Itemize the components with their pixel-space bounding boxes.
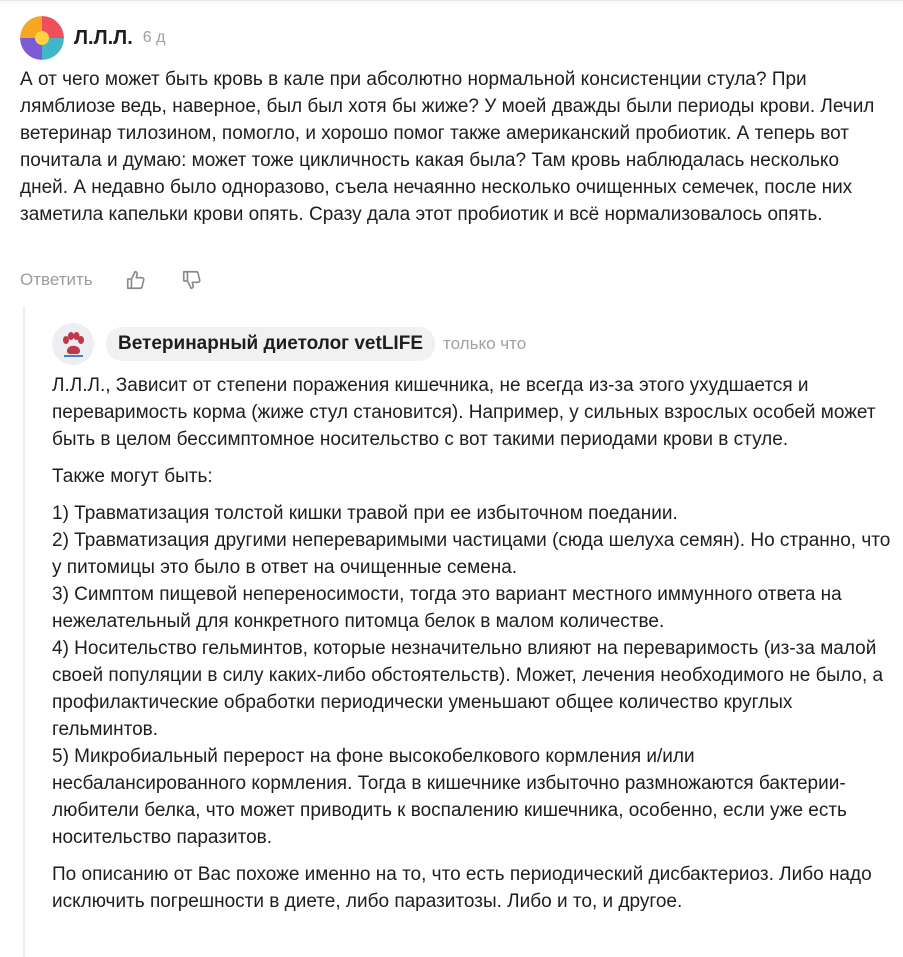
list-item: 3) Симптом пищевой непереносимости, тогда это вариант местного иммунного ответа на нежелательный для конкретного питомца белок в малом количестве.	[52, 584, 842, 632]
thumbs-down-icon[interactable]	[181, 269, 203, 291]
reply-button[interactable]: Ответить	[20, 270, 93, 289]
avatar[interactable]	[52, 323, 94, 365]
thread-line	[23, 306, 25, 957]
reply-time: только что	[443, 334, 527, 353]
reply-body	[52, 372, 892, 925]
reply-list	[52, 500, 892, 851]
paw-icon	[58, 329, 88, 359]
list-item: 5) Микробиальный перерост на фоне высокобелкового кормления и/или несбалансированного кормления. Тогда в кишечнике избыточно размножаются бактерии-любители белка, что может приводить к воспалению кишечника, особенно, если уже есть носительство паразитов.	[52, 746, 847, 848]
reply-paragraph: Также могут быть:	[52, 466, 213, 487]
comment-time: 6 д	[142, 29, 166, 46]
reply-paragraph: По описанию от Вас похоже именно на то, что есть периодический дисбактериоз. Либо надо исключить погрешности в диете, либо паразитозы. Либо и то, и другое.	[52, 864, 872, 912]
list-item: 2) Травматизация другими непереваримыми частицами (сюда шелуха семян). Но странно, что у питомицы это было в ответ на очищенные семена.	[52, 530, 891, 578]
comment-text: А от чего может быть кровь в кале при абсолютно нормальной консистенции стула? При лямблиозе ведь, наверное, был был хотя бы жиже? У моей дважды были периоды крови. Лечил ветеринар тилозином, помогло, и хорошо помог также американский пробиотик. А теперь вот почитала и думаю: может тоже цикличность какая была? Там кровь наблюдалась несколько дней. А недавно было одноразово, съела нечаянно несколько очищенных семечек, после них заметила капельки крови опять. Сразу дала этот пробиотик и всё нормализовалось опять.	[20, 69, 875, 225]
thumbs-up-icon[interactable]	[125, 269, 147, 291]
reply-header	[52, 321, 526, 367]
list-item: 4) Носительство гельминтов, которые незначительно влияют на переваримость (из-за малой своей популяции в силу каких-либо обстоятельств). Может, лечения необходимого не было, а профилактические обработки периодически уменьшают общее количество круглых гельминтов.	[52, 638, 884, 740]
reply-author[interactable]: Ветеринарный диетолог vetLIFE	[106, 327, 435, 361]
comment-author[interactable]: Л.Л.Л.	[74, 26, 133, 49]
comment-actions	[20, 266, 203, 294]
reply-paragraph: Л.Л.Л., Зависит от степени поражения кишечника, не всегда из-за этого ухудшается и переваримость корма (жиже стул становится). Например, у сильных взрослых особей может быть в целом бессимптомное носительство с вот такими периодами крови в стуле.	[52, 375, 876, 450]
top-divider	[0, 0, 903, 6]
list-item: 1) Травматизация толстой кишки травой при ее избыточном поедании.	[52, 503, 678, 524]
avatar[interactable]	[20, 16, 64, 60]
comment-header	[20, 15, 165, 61]
